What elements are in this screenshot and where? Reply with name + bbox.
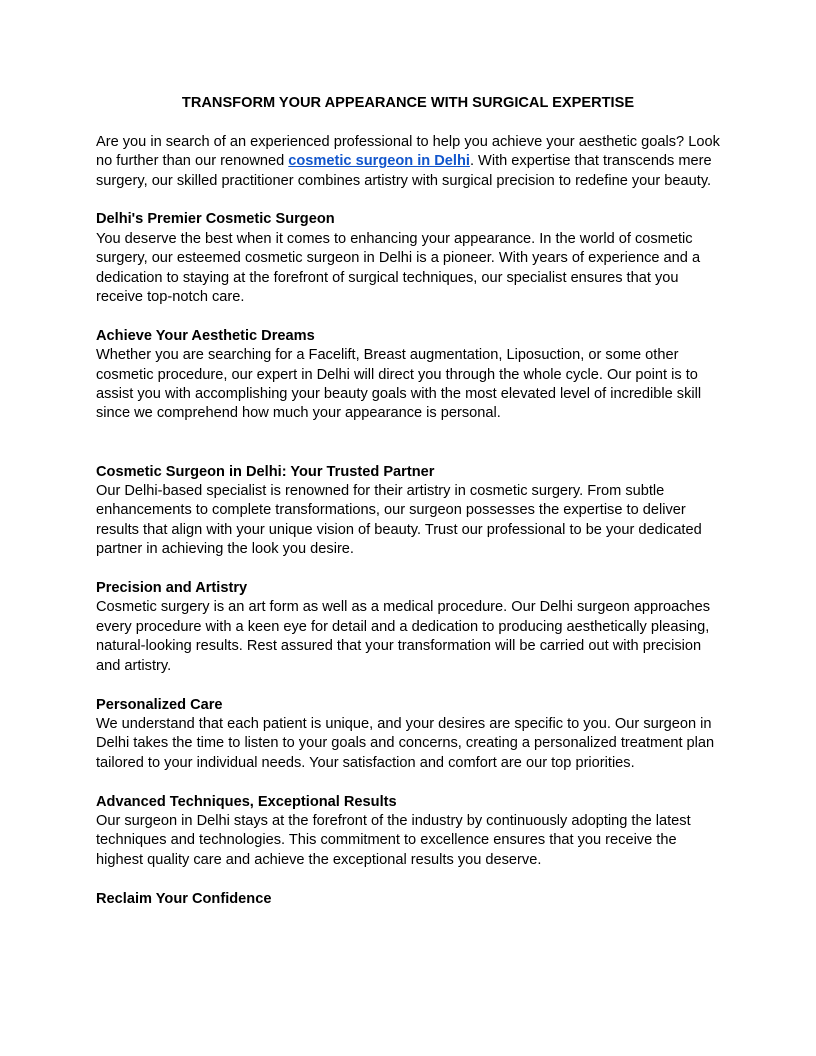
section-body-advanced: Our surgeon in Delhi stays at the forefront of the industry by continuously adopting the latest techniques and technologies. This commitment to excellence ensures that you receive the highest quality care and achieve the exceptional results you deserve. <box>96 812 691 868</box>
section-body-partner: Our Delhi-based specialist is renowned for their artistry in cosmetic surgery. From subtle enhancements to complete transformations, our surgeon possesses the expertise to deliver results that align with your unique vision of beauty. Trust our professional to be your dedicated partner in achieving the look you desire. <box>96 483 702 558</box>
document-page <box>96 94 720 909</box>
cosmetic-surgeon-link[interactable]: cosmetic surgeon in Delhi <box>288 153 470 170</box>
section-heading-dreams: Achieve Your Aesthetic Dreams <box>96 327 315 344</box>
section-heading-advanced: Advanced Techniques, Exceptional Results <box>96 793 397 810</box>
intro-text-end: . With expertise that transcends mere surgery, our skilled practitioner combines artistry with surgical precision to redefine your beauty. <box>96 153 712 189</box>
section-heading-confidence: Reclaim Your Confidence <box>96 890 272 907</box>
section-body-personalized: We understand that each patient is unique, and your desires are specific to you. Our surgeon in Delhi takes the time to listen to your goals and concerns, creating a personalized treatment plan tailored to your individual needs. Your satisfaction and comfort are our top priorities. <box>96 715 715 771</box>
section-heading-personalized: Personalized Care <box>96 696 223 713</box>
section-heading-partner: Cosmetic Surgeon in Delhi: Your Trusted Partner <box>96 463 435 480</box>
intro-text-start: Are you in search of an experienced professional to help you achieve your aesthetic goals? Look no further than our renowned <box>96 133 720 170</box>
section-heading-premier: Delhi's Premier Cosmetic Surgeon <box>96 211 335 228</box>
section-body-dreams: Whether you are searching for a Facelift, Breast augmentation, Liposuction, or some other cosmetic procedure, our expert in Delhi will direct you through the whole cycle. Our point is to assist you with accomplishing your beauty goals with the most elevated level of incredible skill since we comprehend how much your appearance is personal. <box>96 347 702 422</box>
section-body-precision: Cosmetic surgery is an art form as well as a medical procedure. Our Delhi surgeon approaches every procedure with a keen eye for detail and a dedication to producing aesthetically pleasing, natural-looking results. Rest assured that your transformation will be carried out with precision and artistry. <box>96 599 711 674</box>
intro-paragraph <box>96 133 720 191</box>
document-title: TRANSFORM YOUR APPEARANCE WITH SURGICAL EXPERTISE <box>181 95 635 111</box>
section-body-premier: You deserve the best when it comes to enhancing your appearance. In the world of cosmetic surgery, our esteemed cosmetic surgeon in Delhi is a pioneer. With years of experience and a dedication to staying at the forefront of surgical techniques, our specialist ensures that you receive top-notch care. <box>96 230 701 306</box>
section-heading-precision: Precision and Artistry <box>96 580 248 597</box>
